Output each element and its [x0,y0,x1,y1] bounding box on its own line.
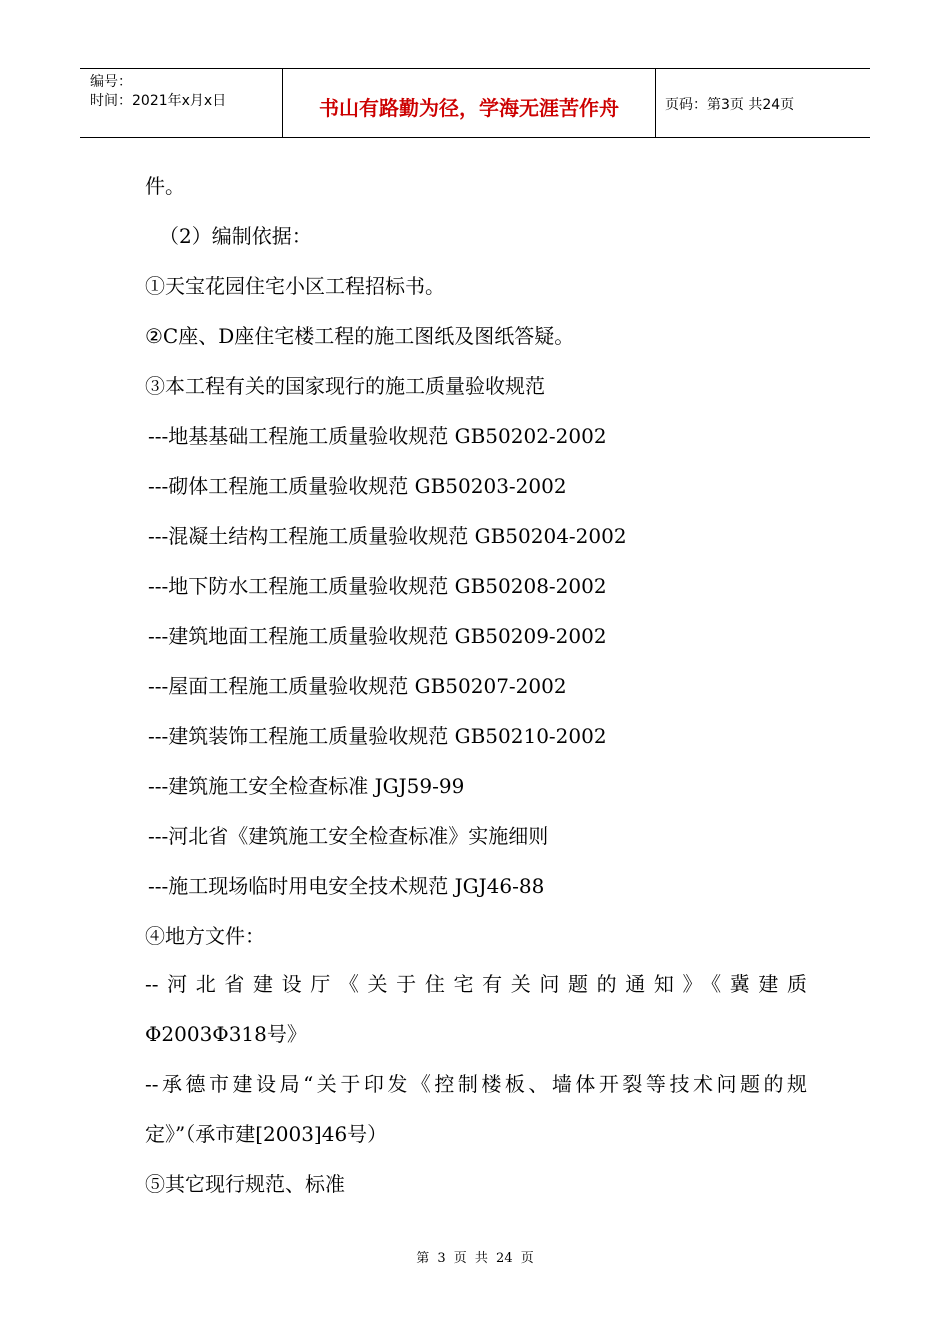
spec-item: ---地基基础工程施工质量验收规范 GB50202-2002 [148,424,607,448]
header-motto: 书山有路勤为径，学海无涯苦作舟 [319,96,619,120]
spec-item: ---地下防水工程施工质量验收规范 GB50208-2002 [148,574,607,598]
local-doc-line: --承德市建设局“关于印发《控制楼板、墙体开裂等技术问题的规 [145,1072,807,1096]
spec-item: ---建筑装饰工程施工质量验收规范 GB50210-2002 [148,724,607,748]
spec-item: ---建筑地面工程施工质量验收规范 GB50209-2002 [148,624,607,648]
list-item: ⑤其它现行规范、标准 [145,1172,345,1196]
spec-item: ---施工现场临时用电安全技术规范 JGJ46-88 [148,874,545,898]
spec-item: ---屋面工程施工质量验收规范 GB50207-2002 [148,674,567,698]
text-line: 件。 [145,174,185,198]
header-meta [80,69,280,137]
section-heading: （2）编制依据： [159,224,312,248]
time-label: 时间：2021年x月x日 [90,93,227,109]
header-page-cell [656,69,870,137]
page-header [80,68,870,138]
local-doc-line: --河北省建设厅《关于住宅有关问题的通知》《冀建质 [145,972,807,996]
page-footer: 第 3 页 共 24 页 [416,1251,534,1266]
list-item: ①天宝花园住宅小区工程招标书。 [145,274,445,298]
header-page-info: 页码：第3页 共24页 [665,97,795,113]
number-label: 编号： [90,74,132,90]
list-item: ③本工程有关的国家现行的施工质量验收规范 [145,374,545,398]
spec-item: ---河北省《建筑施工安全检查标准》实施细则 [148,824,549,848]
spec-item: ---混凝土结构工程施工质量验收规范 GB50204-2002 [148,524,627,548]
list-item: ②C座、D座住宅楼工程的施工图纸及图纸答疑。 [145,324,575,348]
header-motto-cell [282,69,656,137]
local-doc-line: Φ2003Φ318号》 [145,1022,307,1046]
spec-item: ---建筑施工安全检查标准 JGJ59-99 [148,774,465,798]
local-doc-line: 定》”（承市建[2003]46号） [145,1122,388,1146]
list-item: ④地方文件： [145,924,265,948]
spec-item: ---砌体工程施工质量验收规范 GB50203-2002 [148,474,567,498]
